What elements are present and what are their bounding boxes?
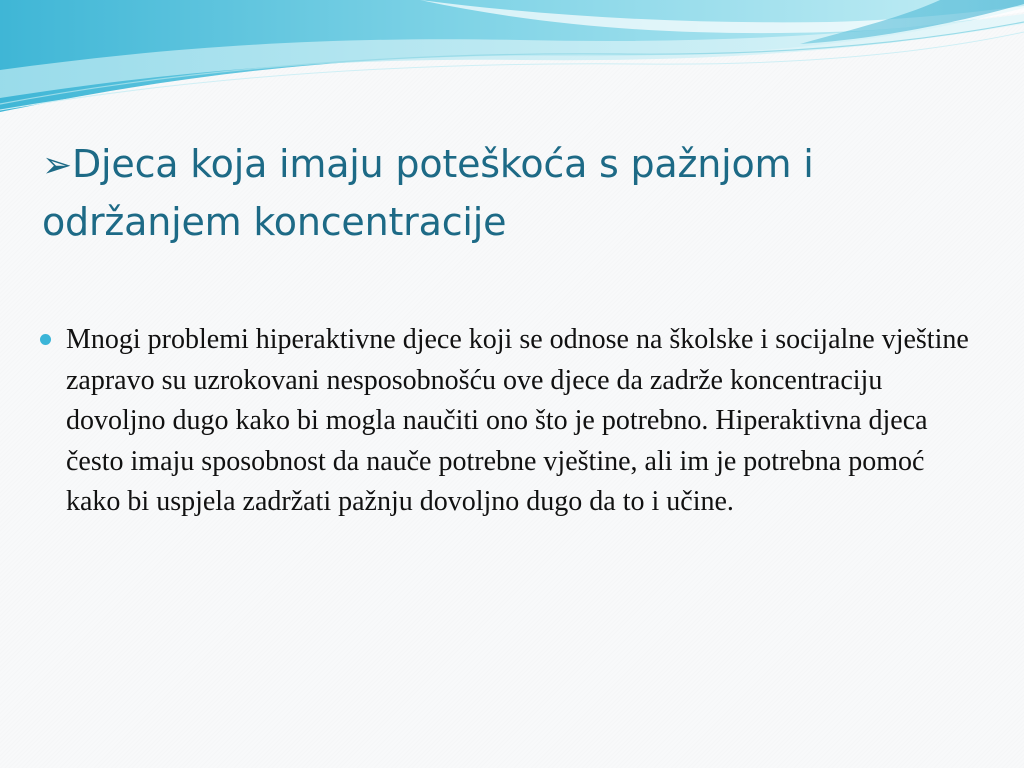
bullet-list xyxy=(40,320,985,523)
slide-title-text: Djeca koja imaju poteškoća s pažnjom i održanjem koncentracije xyxy=(42,142,814,244)
list-item-text: Mnogi problemi hiperaktivne djece koji se odnose na školske i socijalne vještine zapravo su uzrokovani nesposobnošću ove djece da zadrže koncentraciju dovoljno dugo kako bi mogla naučiti ono što je potrebno. Hiperaktivna djeca često imaju sposobnost da nauče potrebne vještine, ali im je potrebna pomoć kako bi uspjela zadržati pažnju dovoljno dugo da to i učine. xyxy=(66,324,969,517)
arrow-bullet-icon: ➢ xyxy=(42,145,72,186)
decorative-wave-header xyxy=(0,0,1024,120)
slide-title xyxy=(42,136,982,250)
bullet-dot-icon xyxy=(40,334,51,345)
list-item xyxy=(40,320,985,523)
